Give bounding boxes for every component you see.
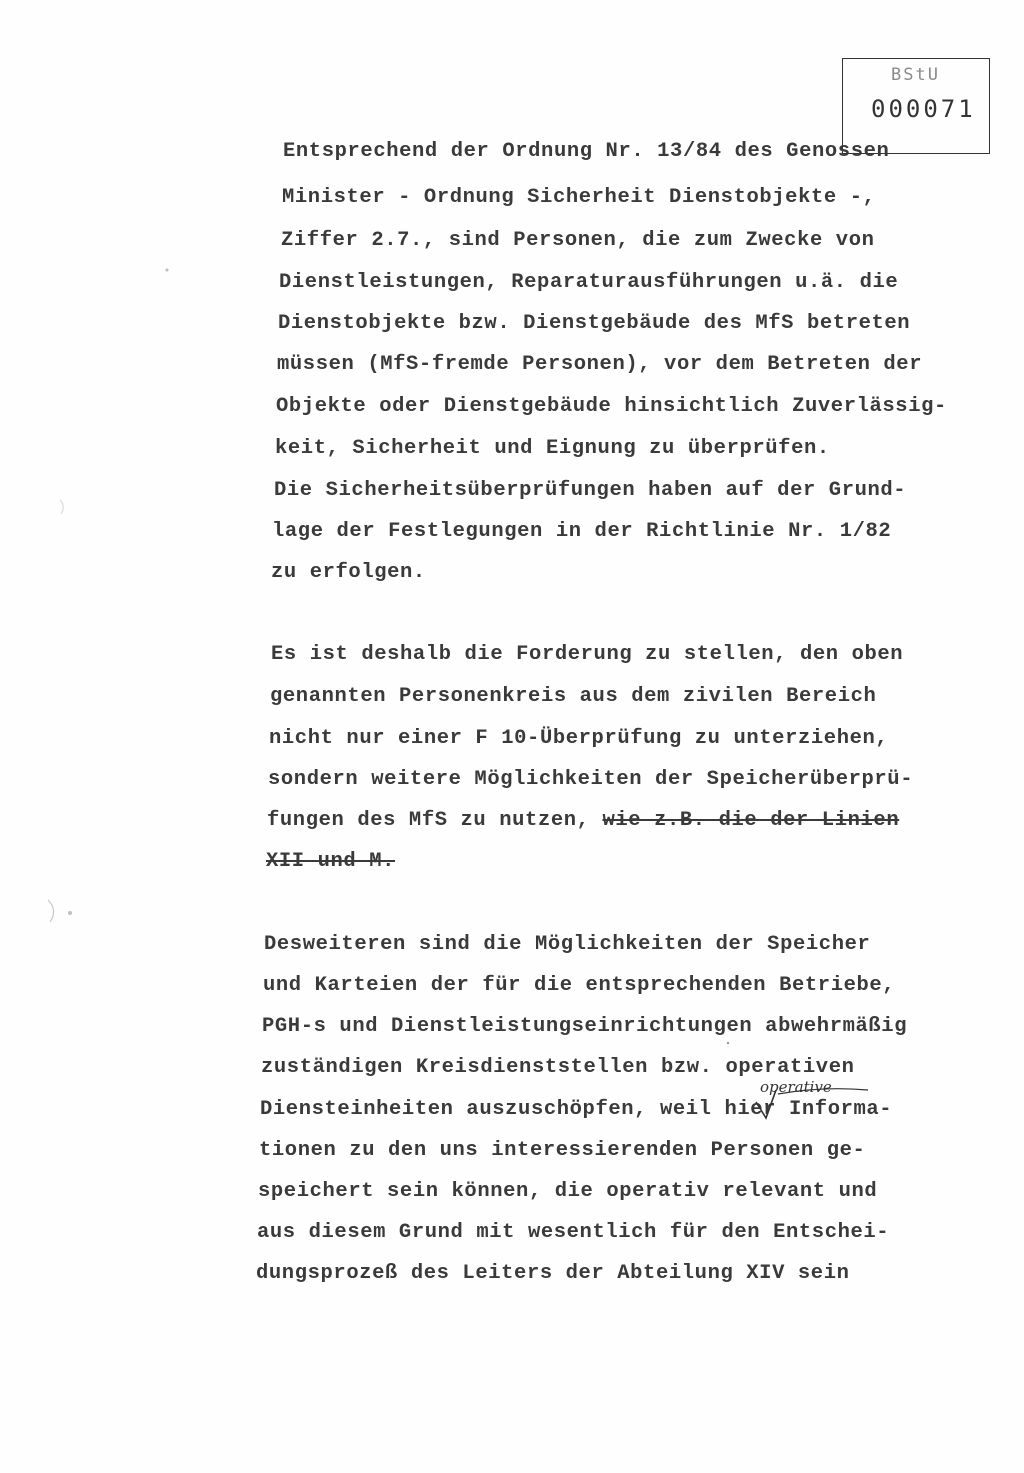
paragraph-3-line-9: dungsprozeß des Leiters der Abteilung XIV sein [256,1262,850,1285]
paragraph-3-line-4: zuständigen Kreisdienststellen bzw. operativen [261,1056,855,1079]
stamp-label: BStU [891,65,940,85]
paragraph-1-line-2: Minister - Ordnung Sicherheit Dienstobjekte -, [282,186,876,209]
paragraph-2-line-6-struck: XII und M. [266,850,396,873]
paragraph-1-line-10: lage der Festlegungen in der Richtlinie Nr. 1/82 [272,520,892,543]
paragraph-3-line-8: aus diesem Grund mit wesentlich für den Entschei- [257,1221,890,1244]
paragraph-1-line-7: Objekte oder Dienstgebäude hinsichtlich Zuverlässig- [276,395,947,418]
paragraph-1-line-4: Dienstleistungen, Reparaturausführungen u.ä. die [279,271,899,294]
paragraph-3-line-5: Diensteinheiten auszuschöpfen, weil hier Informa- [260,1098,893,1121]
stamp-page-number: 000071 [871,95,976,123]
paragraph-3-line-7: speichert sein können, die operativ relevant und [258,1180,878,1203]
paragraph-1-line-9: Die Sicherheitsüberprüfungen haben auf der Grund- [274,479,907,502]
paragraph-1-line-6: müssen (MfS-fremde Personen), vor dem Betreten der [277,353,923,376]
paragraph-3-line-2: und Karteien der für die entsprechenden Betriebe, [263,974,896,997]
paragraph-1-line-1: Entsprechend der Ordnung Nr. 13/84 des Genossen [283,140,890,163]
paragraph-1-line-3: Ziffer 2.7., sind Personen, die zum Zwecke von [281,229,875,252]
paragraph-2-line-1: Es ist deshalb die Forderung zu stellen, den oben [271,643,904,666]
paragraph-2-line-3: nicht nur einer F 10-Überprüfung zu unterziehen, [269,727,889,750]
paragraph-2-line-5-struck: wie z.B. die der Linien [602,809,900,832]
paragraph-3-line-1: Desweiteren sind die Möglichkeiten der Speicher [264,933,871,956]
paragraph-2-line-2: genannten Personenkreis aus dem zivilen Bereich [270,685,877,708]
paragraph-1-line-8: keit, Sicherheit und Eignung zu überprüfen. [275,437,830,460]
paragraph-1-line-5: Dienstobjekte bzw. Dienstgebäude des MfS betreten [278,312,911,335]
handwritten-insertion: operative [760,1078,832,1096]
paragraph-1-line-11: zu erfolgen. [271,561,426,584]
paragraph-2-line-5-kept: fungen des MfS zu nutzen, [267,809,590,832]
paragraph-2-line-4: sondern weitere Möglichkeiten der Speicherüberprü- [268,768,914,791]
paragraph-3-line-6: tionen zu den uns interessierenden Personen ge- [259,1139,866,1162]
paragraph-3-line-3: PGH-s und Dienstleistungseinrichtungen abwehrmäßig [262,1015,908,1038]
